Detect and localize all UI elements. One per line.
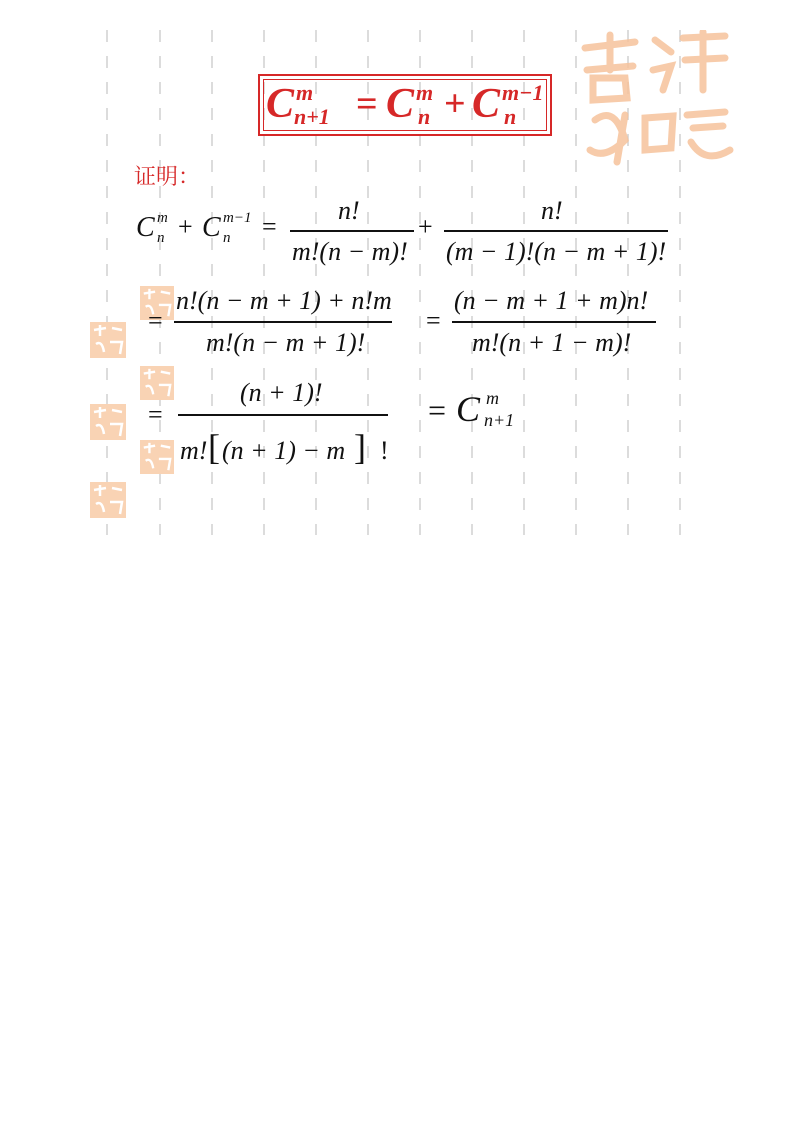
line1-c2-sup: m−1 <box>223 210 252 226</box>
right-bracket-icon: ] <box>354 427 366 467</box>
line2-frac2-bar <box>452 321 656 323</box>
line2-frac2-num: (n − m + 1 + m)n! <box>454 286 649 315</box>
line2-eq2: = <box>426 306 441 335</box>
line2-frac1-num: n!(n − m + 1) + n!m <box>176 286 392 315</box>
title-t1-sup: m <box>416 80 434 105</box>
line1-c2: C <box>202 212 221 243</box>
line1-frac2-num: n! <box>541 196 563 225</box>
small-seal-icon <box>90 404 126 440</box>
line1-frac2-den: (m − 1)!(n − m + 1)! <box>446 237 667 266</box>
title-lhs-c: C <box>266 81 295 127</box>
line3-eq2: = <box>428 392 447 428</box>
line1-frac1-bar <box>290 230 414 232</box>
line1-c1: C <box>136 212 155 243</box>
line3-den-c: ! <box>380 436 389 465</box>
left-bracket-icon: [ <box>208 427 220 467</box>
title-t2-c: C <box>472 81 501 127</box>
line3-res-c: C <box>456 389 481 429</box>
line3-num: (n + 1)! <box>240 378 323 407</box>
title-eq: = <box>356 83 378 125</box>
proof-label: 证明： <box>134 165 201 190</box>
title-t1-c: C <box>386 81 415 127</box>
line2-eq1: = <box>148 306 163 335</box>
seal-watermark-icon <box>575 30 735 170</box>
line1-frac2-bar <box>444 230 668 232</box>
line1-plus2: + <box>418 212 433 241</box>
line3-res-sup: m <box>486 388 499 408</box>
line1-c1-sub: n <box>157 230 165 246</box>
line1-frac1-num: n! <box>338 196 360 225</box>
title-t1-sub: n <box>418 104 431 129</box>
title-t2-sub: n <box>504 104 517 129</box>
line1-eq: = <box>262 212 277 241</box>
line3-den-b: (n + 1) − m <box>222 436 346 465</box>
line2-frac1-den: m!(n − m + 1)! <box>206 328 366 357</box>
line1-plus: + <box>178 212 193 241</box>
title-lhs-sub: n+1 <box>294 104 330 129</box>
small-seal-icon <box>90 322 126 358</box>
line3-den-a: m! <box>180 436 208 465</box>
line1-c1-sup: m <box>157 210 168 226</box>
small-seal-icon <box>140 366 174 400</box>
line3-eq1: = <box>148 400 163 429</box>
line1-c2-sub: n <box>223 230 231 246</box>
line2-frac2-den: m!(n + 1 − m)! <box>472 328 632 357</box>
title-plus: + <box>444 83 466 125</box>
small-seal-icon <box>90 482 126 518</box>
line2-frac1-bar <box>174 321 392 323</box>
small-seal-icon <box>140 440 174 474</box>
line1-frac1-den: m!(n − m)! <box>292 237 408 266</box>
title-t2-sup: m−1 <box>502 80 544 105</box>
line3-res-sub: n+1 <box>484 410 515 430</box>
title-lhs-sup: m <box>296 80 314 105</box>
line3-frac-bar <box>178 414 388 416</box>
title-formula <box>262 78 550 134</box>
